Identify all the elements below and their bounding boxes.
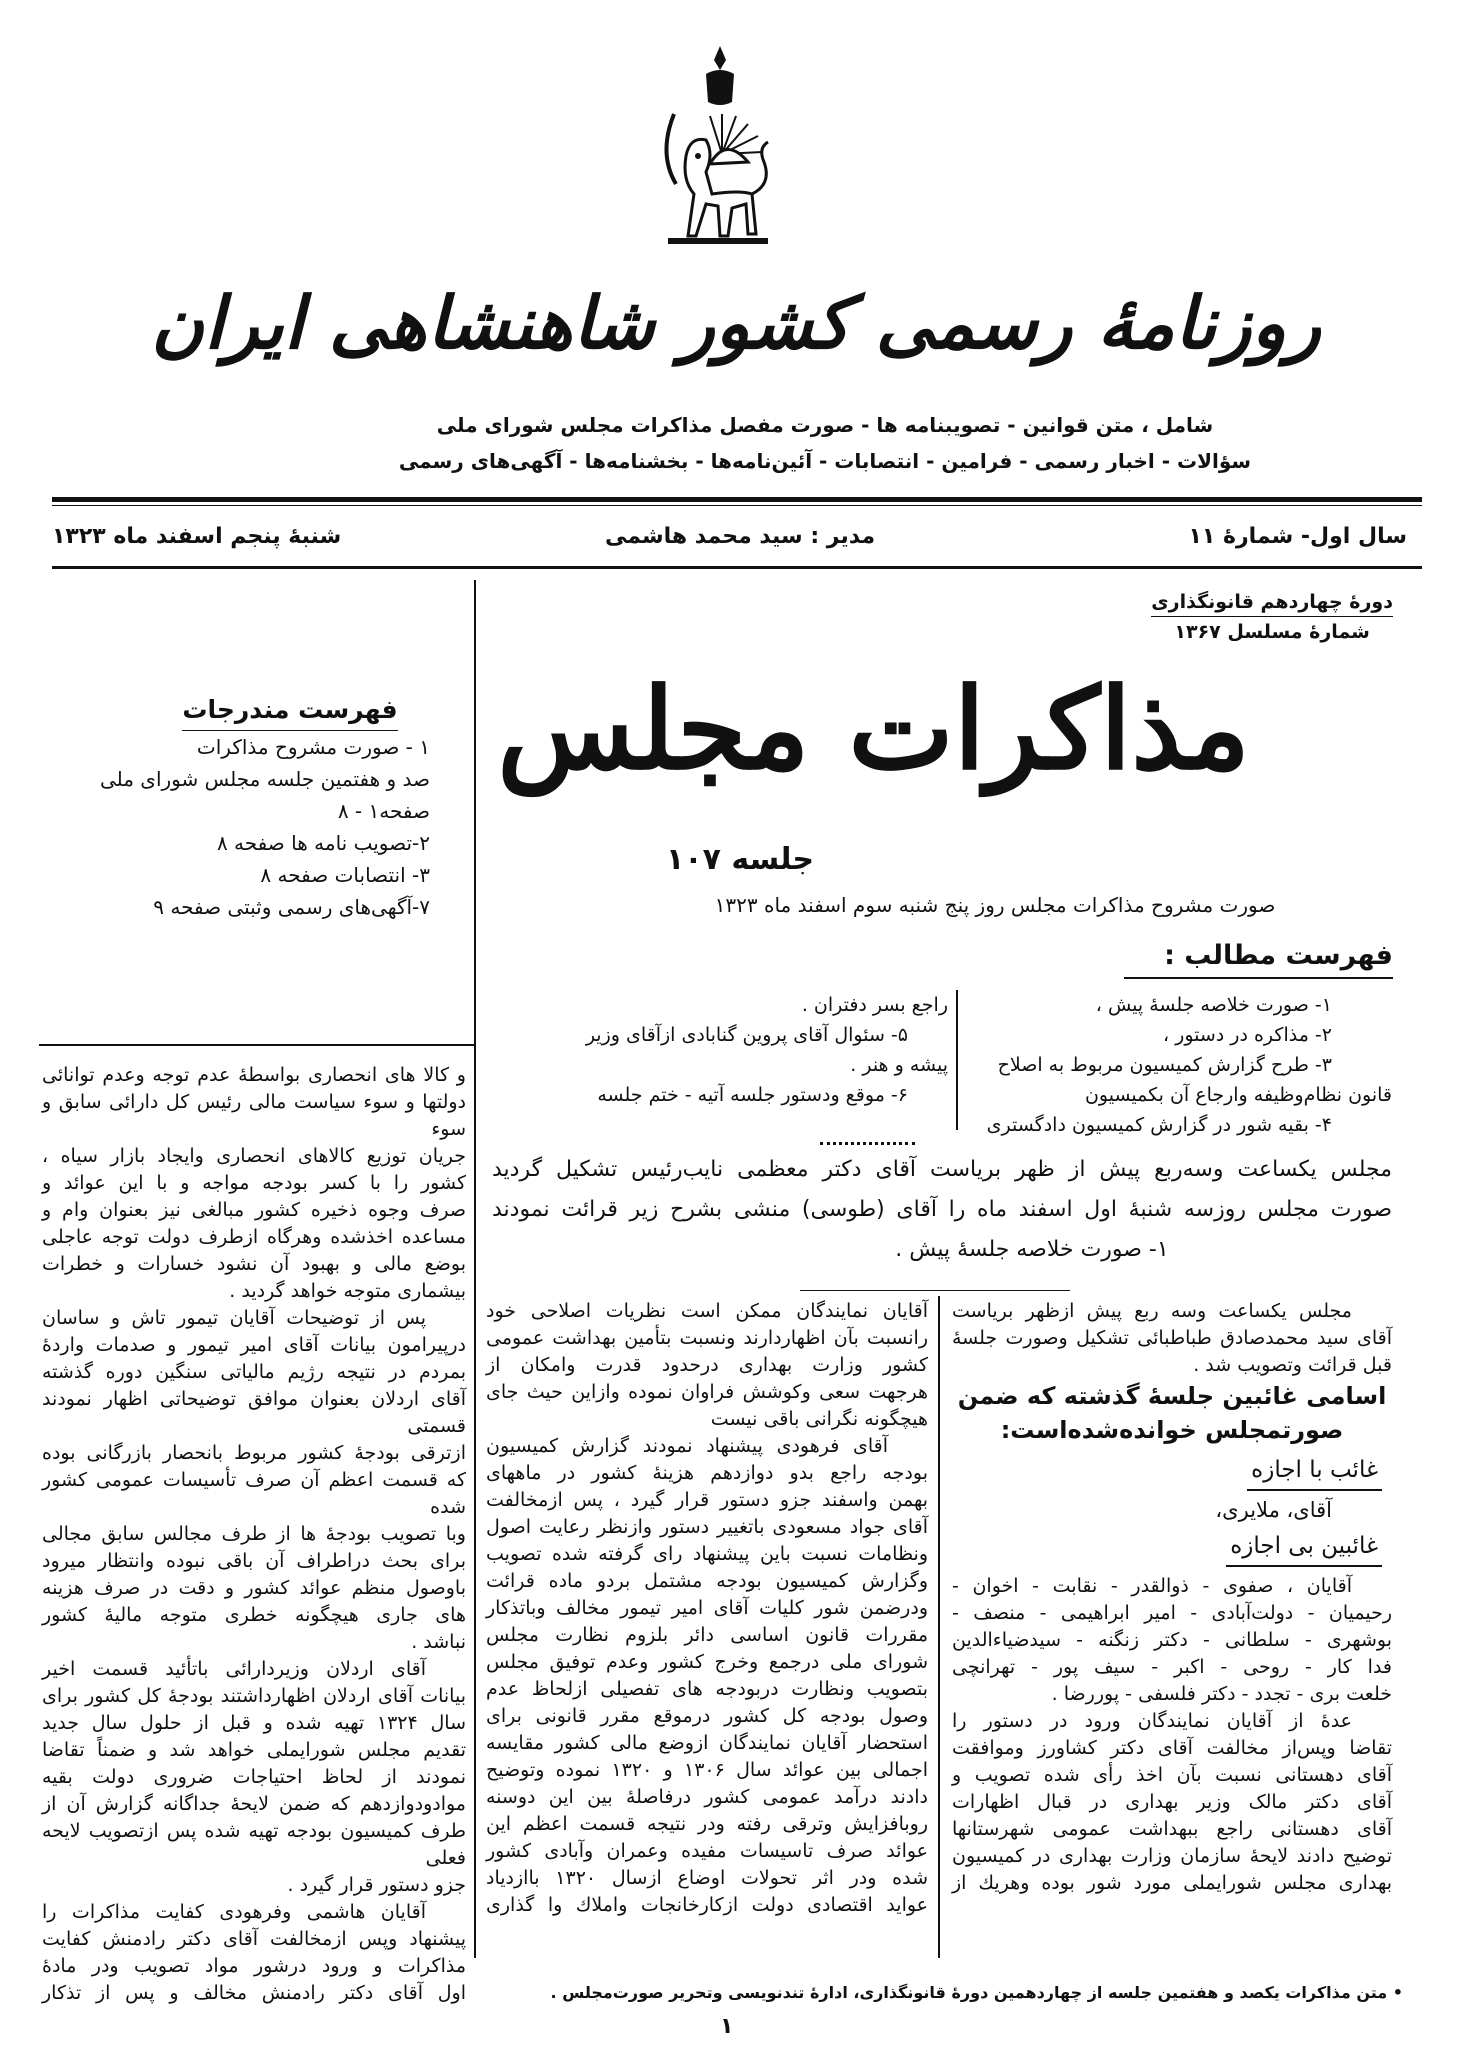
divider xyxy=(52,505,1422,506)
text-line: شورای ملی درجمع وخرج کشور وعدم توفیق مجلس xyxy=(486,1651,928,1673)
footnote: • متن مذاکرات یکصد و هفتمین جلسه از چهاردهمین دورهٔ قانونگذاری، ادارهٔ تندنویسی وتحریر صورت‌مجلس . xyxy=(550,1983,1403,2002)
divider xyxy=(800,1290,1070,1291)
page-number: ۱ xyxy=(720,2014,734,2039)
text-line: عواید اقتصادی دولت ازکارخانجات واملاك وا گذاری xyxy=(486,1894,928,1916)
text-line: بیانات آقای اردلان اظهارداشتند بودجهٔ کل کشور برای xyxy=(42,1685,466,1707)
text-line: توضیح دادند لایحهٔ سازمان وزارت بهداری در کمیسیون xyxy=(952,1845,1392,1867)
text-line: قبل قرائت وتصویب شد . xyxy=(1193,1354,1392,1376)
text-line: جریان توزیع کالاهای انحصاری وایجاد بازار سیاه ، xyxy=(42,1145,466,1167)
lion-and-sun-emblem-icon xyxy=(640,44,800,252)
agenda-item: ۶- موقع ودستور جلسه آتیه - ختم جلسه xyxy=(597,1084,908,1106)
text-line: و کالا های انحصاری بواسطهٔ عدم توجه وعدم توانائی xyxy=(42,1064,466,1086)
text-line: موادودوازدهم که ضمن لایحهٔ جداگانه گزارش آن از xyxy=(42,1793,466,1815)
text-line: عدهٔ از آقایان نمایندگان ورود در دستور را xyxy=(952,1710,1352,1732)
text-line: آقای جواد مسعودی باتغییر دستور وازنظر رعایت اصول xyxy=(486,1516,928,1538)
text-line: بتصویب ونظارت دربودجه های تفصیلی ازلحاظ عدم xyxy=(486,1678,928,1700)
agenda-title: فهرست مطالب : xyxy=(1124,935,1393,979)
text-line: هرجهت سعی وکوشش فراوان نموده وازاین حیث جای xyxy=(486,1381,928,1403)
newspaper-title: روزنامهٔ رسمی کشور شاهنشاهی ایران xyxy=(151,280,1321,365)
agenda-item: راجع بسر دفتران . xyxy=(801,994,948,1016)
middle-column xyxy=(486,1298,928,1919)
text-line: کشور را با کسر بودجه مواجه و با این عوائد و xyxy=(42,1172,466,1194)
text-line: اول آقای دکتر رادمنش مخالف و پس از تذکار xyxy=(42,1982,466,2004)
contents-item: ۲-تصویب نامه ها صفحه ۸ xyxy=(216,831,430,855)
text-line: ونظامات نسبت باین پیشنهاد رای گرفته شده تصویب xyxy=(486,1543,928,1565)
text-line: سال ۱۳۲۴ تهیه شده و قبل از حلول سال جدید xyxy=(42,1712,466,1734)
serial-number: شمارهٔ مسلسل ۱۳۶۷ xyxy=(1174,621,1370,643)
text-line: شده ودر اثر تحولات اوضاع ازسال ۱۳۲۰ باازدیاد xyxy=(486,1867,929,1889)
absentees-heading: اسامی غائبین جلسهٔ گذشته که ضمن xyxy=(957,1382,1387,1410)
text-line: بمردم در نتیجه رژیم مالیاتی سنگین دوره گذشته xyxy=(42,1361,466,1383)
agenda-heading xyxy=(1124,935,1393,979)
text-line: باوصول منظم عوائد کشور و دقت در صرف هزینه xyxy=(42,1577,466,1599)
text-line: فدا کار - روحی - اکبر - سیف پور - تهرانچی xyxy=(952,1656,1392,1678)
text-line: پس از توضیحات آقایان تیمور تاش و ساسان xyxy=(42,1307,426,1329)
agenda-item: ۲- مذاکره در دستور ، xyxy=(1162,1024,1332,1046)
text-line: نباشد . xyxy=(411,1631,466,1653)
contents-item: ۱ - صورت مشروح مذاکرات xyxy=(196,735,430,759)
text-line: که قسمت اعظم آن صرف تأسیسات عمومی کشور شده xyxy=(42,1469,466,1518)
text-line: آقایان هاشمی وفرهودی کفایت مذاکرات را xyxy=(42,1901,426,1923)
text-line: طرف کمیسیون بودجه تهیه شده پس ازتصویب لایحه فعلی xyxy=(42,1820,466,1869)
legislative-term: دورهٔ چهاردهم قانونگذاری xyxy=(1151,588,1393,617)
text-line: مذاکرات و ورود درشور مواد تصویب ودر مادهٔ xyxy=(42,1955,466,1977)
agenda-item: ۳- طرح گزارش کمیسیون مربوط به اصلاح xyxy=(997,1054,1332,1076)
text-line: ۱- صورت خلاصه جلسهٔ پیش . xyxy=(895,1237,1169,1262)
text-line: تقدیم مجلس شورایملی خواهد شد و ضمناً تقاضا xyxy=(42,1739,466,1761)
meeting-description: صورت مشروح مذاکرات مجلس روز پنج شنبه سوم اسفند ماه ۱۳۲۳ xyxy=(714,893,1276,917)
divider xyxy=(52,566,1422,569)
text-line: وصول بودجه کل کشور درموقع مقرر قانونی برای xyxy=(486,1705,928,1727)
contents-item: ۷-آگهی‌های رسمی وثبتی صفحه ۹ xyxy=(153,895,430,919)
text-line: صرف وجوه ذخیره کشور مبالغی نیز بعنوان وام و xyxy=(42,1199,466,1221)
text-line: روبافزایش وترقی رفته ودر نتیجه قسمت اعظم این xyxy=(486,1813,928,1835)
text-line: دولتها و سوء سیاست مالی رئیس کل دارائی سابق و سوء xyxy=(42,1091,466,1140)
excused-names: آقای، ملایری، xyxy=(1215,1498,1332,1522)
text-line: هیچگونه نگرانی باقی نیست xyxy=(710,1408,928,1430)
text-line: مقررات قانون اساسی دائر بلزوم نظارت مجلس xyxy=(486,1624,928,1646)
text-line: خلعت بری - تجدد - دکتر فلسفی - پوررضا . xyxy=(1051,1683,1392,1705)
text-line: بهمن واسفند جزو دستور قرار گیرد ، پس ازمخالفت xyxy=(486,1489,928,1511)
session-info xyxy=(1151,588,1393,647)
text-line: آقای دهستانی راجع ببهداشت عمومی شهرستانها xyxy=(952,1818,1392,1840)
masthead-subtitle: سؤالات - اخبار رسمی - فرامین - انتصابات - آئین‌نامه‌ها - بخشنامه‌ها - آگهی‌های رسمی xyxy=(398,449,1252,473)
divider xyxy=(52,497,1422,502)
text-line: های جاری هیچگونه خطری متوجه مالیهٔ کشور xyxy=(42,1604,466,1626)
text-line: درپیرامون بیانات آقای امیر تیمور و صدمات واردهٔ xyxy=(42,1334,466,1356)
agenda-item: ۴- بقیه شور در گزارش کمیسیون دادگستری xyxy=(986,1114,1332,1136)
wavy-divider xyxy=(820,1136,915,1145)
column-divider xyxy=(956,990,958,1130)
table-of-contents xyxy=(50,690,460,923)
text-line: جزو دستور قرار گیرد . xyxy=(287,1874,466,1896)
contents-item: ۳- انتصابات صفحه ۸ xyxy=(260,863,430,887)
text-line: برای بحث دراطراف آن باقی نبوده وانتظار میرود xyxy=(42,1550,466,1572)
contents-item: صفحه۱ - ۸ xyxy=(337,799,430,823)
text-line: عوائد صرف تاسیسات مفیده وعمران وآبادی کشور xyxy=(486,1840,928,1862)
text-line: دادند درآمد عمومی کشور درفاصلهٔ بین این دوسنه xyxy=(486,1786,928,1808)
text-line: آقای دهستانی نسبت بآن اخذ رأی شده تصویب و xyxy=(952,1764,1392,1786)
excused-title: غائب با اجازه xyxy=(1247,1453,1382,1491)
text-line: مجلس یکساعت وسه ربع پیش ازظهر بریاست xyxy=(952,1300,1352,1322)
text-line: بوضع مالی و بهبود آن نشود خسارات و خطرات xyxy=(42,1253,466,1275)
unexcused-title: غائبین بی اجازه xyxy=(1226,1529,1382,1567)
text-line: کشور وزارت بهداری درحدود قدرت وامکان از xyxy=(486,1354,928,1376)
text-line: آقای اردلان بعنوان موافق توضیحاتی اظهار نمودند قسمتی xyxy=(42,1388,466,1437)
agenda-list xyxy=(962,990,1392,1140)
text-line: پیشنهاد وپس ازمخالفت آقای دکتر رادمنش کفایت xyxy=(42,1928,466,1950)
text-line: آقای فرهودی پیشنهاد نمودند گزارش کمیسیون xyxy=(486,1435,888,1457)
agenda-item: پیشه و هنر . xyxy=(850,1054,948,1076)
text-line: آقای دکتر مالک وزیر بهداری در قبال اظهارات xyxy=(952,1791,1392,1813)
editor-name: مدیر : سید محمد هاشمی xyxy=(604,524,876,549)
issue-number: سال اول- شمارهٔ ۱۱ xyxy=(1188,524,1407,549)
text-line: بهداری مجلس شورایملی مورد شور بوده وهریك از xyxy=(952,1872,1392,1894)
text-line: بوشهری - سلطانی - دکتر زنگنه - سیدضیاءالدین xyxy=(952,1629,1392,1651)
agenda-item: ۱- صورت خلاصه جلسهٔ پیش ، xyxy=(1095,994,1332,1016)
agenda-list xyxy=(520,990,948,1110)
right-column xyxy=(952,1298,1392,1897)
text-line: مساعده اخذشده وهرگاه ازطرف دولت توجه عاجلی xyxy=(42,1226,466,1248)
contents-title: فهرست مندرجات xyxy=(182,690,397,731)
text-line: آقایان نمایندگان ممکن است نظریات اصلاحی خود xyxy=(486,1300,928,1322)
agenda-item: ۵- سئوال آقای پروین گنابادی ازآقای وزیر xyxy=(585,1024,908,1046)
text-line: ودرضمن شور کلیات آقای امیر تیمور مخالف وباتذکار xyxy=(486,1597,928,1619)
text-line: آقای سید محمدصادق طباطبائی تشکیل وصورت جلسهٔ xyxy=(952,1327,1392,1349)
text-line: استحضار آقایان نمایندگان ازوضع مالی کشور مقایسه xyxy=(486,1732,928,1754)
text-line: رحیمیان - دولت‌آبادی - امیر ابراهیمی - منصف - xyxy=(952,1602,1392,1624)
column-divider xyxy=(938,1296,940,1958)
text-line: نمودند از لحاظ احتیاجات ضروری دولت بقیه xyxy=(42,1766,466,1788)
column-divider xyxy=(474,580,476,1958)
masthead-subtitle: شامل ، متن قوانین - تصویبنامه ها - صورت مفصل مذاکرات مجلس شورای ملی xyxy=(436,413,1214,437)
absentees-heading: صورتمجلس خوانده‌شده‌است: xyxy=(1000,1416,1344,1444)
section-title: مذاکرات مجلس xyxy=(497,664,1250,795)
text-line: آقایان ، صفوی - ذوالقدر - نقابت - اخوان - xyxy=(952,1575,1352,1597)
session-opening xyxy=(492,1150,1392,1270)
text-line: وبا تصویب بودجهٔ ها از طرف مجالس سابق مجالی xyxy=(42,1523,466,1545)
text-line: آقای اردلان وزیردارائی باتأئید قسمت اخیر xyxy=(42,1658,426,1680)
left-column xyxy=(42,1062,466,2007)
text-line: اجمالی بین عوائد سال ۱۳۰۶ و ۱۳۲۰ نموده وتوضیح xyxy=(486,1759,928,1781)
agenda-item: قانون نظام‌وظیفه وارجاع آن بکمیسیون xyxy=(1084,1084,1392,1106)
text-line: بودجه راجع بدو دوازدهم هزینهٔ کشور در ماههای xyxy=(486,1462,928,1484)
issue-date: شنبهٔ پنجم اسفند ماه ۱۳۲۳ xyxy=(52,524,342,549)
text-line: بیشماری متوجه خواهد گردید . xyxy=(229,1280,466,1302)
text-line: تقاضا وپس‌از مخالفت آقای دکتر کشاورز وموافقت xyxy=(952,1737,1392,1759)
text-line: مجلس یکساعت وسه‌ربع پیش از ظهر بریاست آقای دکتر معظمی نایب‌رئیس تشکیل گردید xyxy=(492,1157,1392,1182)
meeting-number: جلسه ۱۰۷ xyxy=(666,842,814,877)
text-line: رانسبت بآن اظهاردارند ونسبت بتأمین بهداشت عمومی xyxy=(486,1327,928,1349)
text-line: وگزارش کمیسیون بودجه مشتمل بردو ماده قرائت xyxy=(486,1570,928,1592)
text-line: صورت مجلس روزسه شنبهٔ اول اسفند ماه را آقای (طوسی) منشی بشرح زیر قرائت نمودند xyxy=(492,1197,1392,1222)
divider xyxy=(39,1044,474,1046)
contents-item: صد و هفتمین جلسه مجلس شورای ملی xyxy=(99,767,430,791)
text-line: ازترقی بودجهٔ کشور مربوط بانحصار بازرگانی بوده xyxy=(42,1442,466,1464)
